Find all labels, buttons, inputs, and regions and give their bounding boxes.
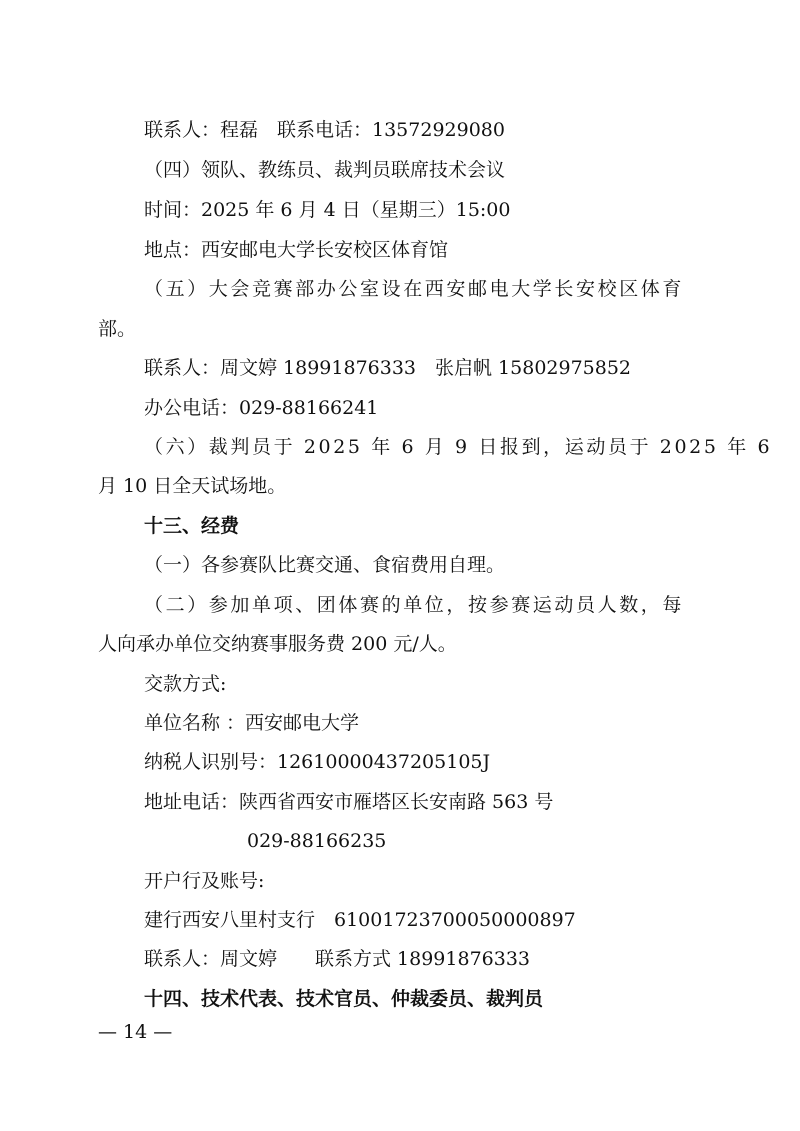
page-number: — 14 — (98, 1021, 173, 1043)
contacts-office: 联系人：周文婷 18991876333 张启帆 15802975852 (144, 357, 632, 379)
meeting-time: 时间：2025 年 6 月 4 日（星期三）15:00 (144, 199, 511, 221)
tax-id: 纳税人识别号：12610000437205105J (144, 751, 491, 773)
item-4-heading: （四）领队、教练员、裁判员联席技术会议 (144, 159, 506, 181)
section-14-heading: 十四、技术代表、技术官员、仲裁委员、裁判员 (144, 988, 544, 1010)
fee-item-2: （二）参加单项、团体赛的单位，按参赛运动员人数，每 (144, 594, 685, 616)
fee-item-2-continuation: 人向承办单位交纳赛事服务费 200 元/人。 (98, 633, 457, 655)
address-phone: 地址电话：陕西省西安市雁塔区长安南路 563 号 (144, 791, 554, 813)
item-5-continuation: 部。 (98, 318, 137, 340)
section-13-heading: 十三、经费 (144, 515, 240, 537)
item-6-continuation: 月 10 日全天试场地。 (98, 475, 287, 497)
item-5-text: （五）大会竞赛部办公室设在西安邮电大学长安校区体育 (144, 278, 685, 300)
payment-method-label: 交款方式: (144, 673, 227, 695)
meeting-location: 地点：西安邮电大学长安校区体育馆 (144, 239, 449, 261)
payee-name: 单位名称 ：西安邮电大学 (144, 712, 360, 734)
address-phone-number: 029-88166235 (247, 830, 387, 852)
item-6-text: （六）裁判员于 2025 年 6 月 9 日报到，运动员于 2025 年 6 (144, 436, 773, 458)
bank-account: 建行西安八里村支行 61001723700050000897 (144, 909, 576, 931)
payment-contact: 联系人：周文婷 联系方式 18991876333 (144, 948, 531, 970)
bank-account-label: 开户行及账号: (144, 870, 265, 892)
fee-item-1: （一）各参赛队比赛交通、食宿费用自理。 (144, 554, 506, 576)
contact-line-cheng-lei: 联系人：程磊 联系电话：13572929080 (144, 119, 505, 141)
office-phone: 办公电话：029-88166241 (144, 397, 379, 419)
